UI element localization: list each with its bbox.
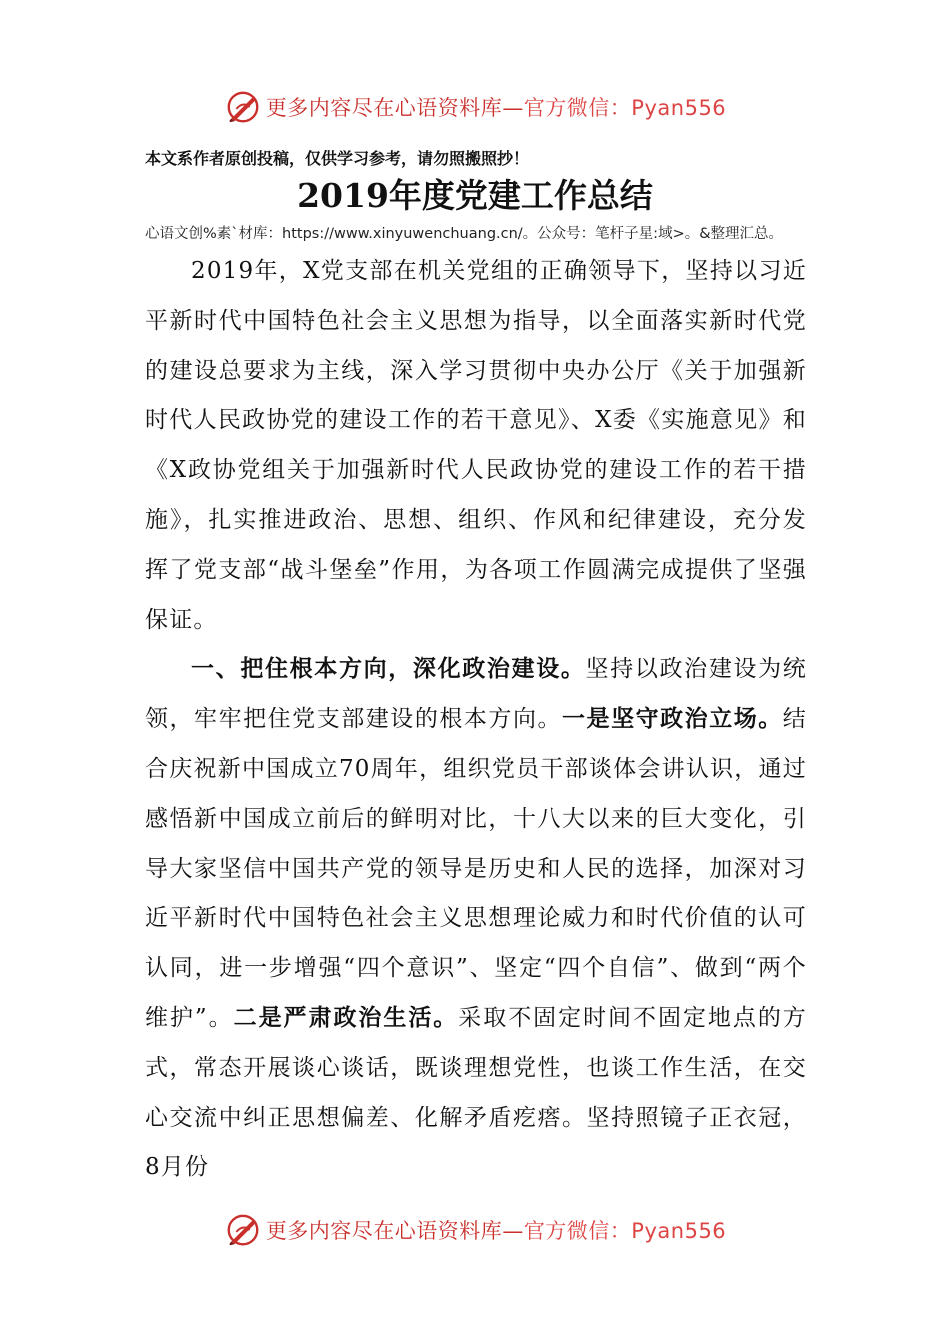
section-heading: 一、把住根本方向，深化政治建设。 xyxy=(191,656,586,683)
paragraph-intro: 2019年，X党支部在机关党组的正确领导下，坚持以习近平新时代中国特色社会主义思想为指导，以全面落实新时代党的建设总要求为主线，深入学习贯彻中央办公厅《关于加强新时代人民政协党的建设工作的若干意见》、X委《实施意见》和《X政协党组关于加强新时代人民政协党的建设工作的若干措施》，扎实推进政治、思想、组织、作风和纪律建设，充分发挥了党支部“战斗堡垒”作用，为各项工作圆满完成提供了坚强保证。 xyxy=(145,258,807,633)
pen-logo-icon xyxy=(224,1211,262,1249)
header-banner xyxy=(0,82,950,132)
footer-banner xyxy=(0,1205,950,1255)
banner-text: 更多内容尽在心语资料库—官方微信：Pyan556 xyxy=(265,1219,727,1243)
sub-heading-2: 二是严肃政治生活。 xyxy=(233,1004,459,1031)
source-line: 心语文创%素`材库：https://www.xinyuwenchuang.cn/。公众号：笔杆子星:域>。&整理汇总。 xyxy=(145,226,784,242)
document-title: 2019年度党建工作总结 xyxy=(297,176,653,215)
document-body xyxy=(145,247,807,1193)
paragraph-section-1: 一、把住根本方向，深化政治建设。坚持以政治建设为统领，牢牢把住党支部建设的根本方向。一是坚守政治立场。结合庆祝新中国成立70周年，组织党员干部谈体会讲认识，通过感悟新中国成立前后的鲜明对比，十八大以来的巨大变化，引导大家坚信中国共产党的领导是历史和人民的选择，加深对习近平新时代中国特色社会主义思想理论威力和时代价值的认可认同，进一步增强“四个意识”、坚定“四个自信”、做到“两个维护”。二是严肃政治生活。采取不固定时间不固定地点的方式，常态开展谈心谈话，既谈理想党性，也谈工作生活，在交心交流中纠正思想偏差、化解矛盾疙瘩。坚持照镜子正衣冠，8月份 xyxy=(145,656,807,1181)
pen-logo-icon xyxy=(224,88,262,126)
sub-heading-1: 一是坚守政治立场。 xyxy=(562,706,783,733)
copyright-notice: 本文系作者原创投稿，仅供学习参考，请勿照搬照抄！ xyxy=(145,149,530,168)
banner-text: 更多内容尽在心语资料库—官方微信：Pyan556 xyxy=(265,96,727,120)
